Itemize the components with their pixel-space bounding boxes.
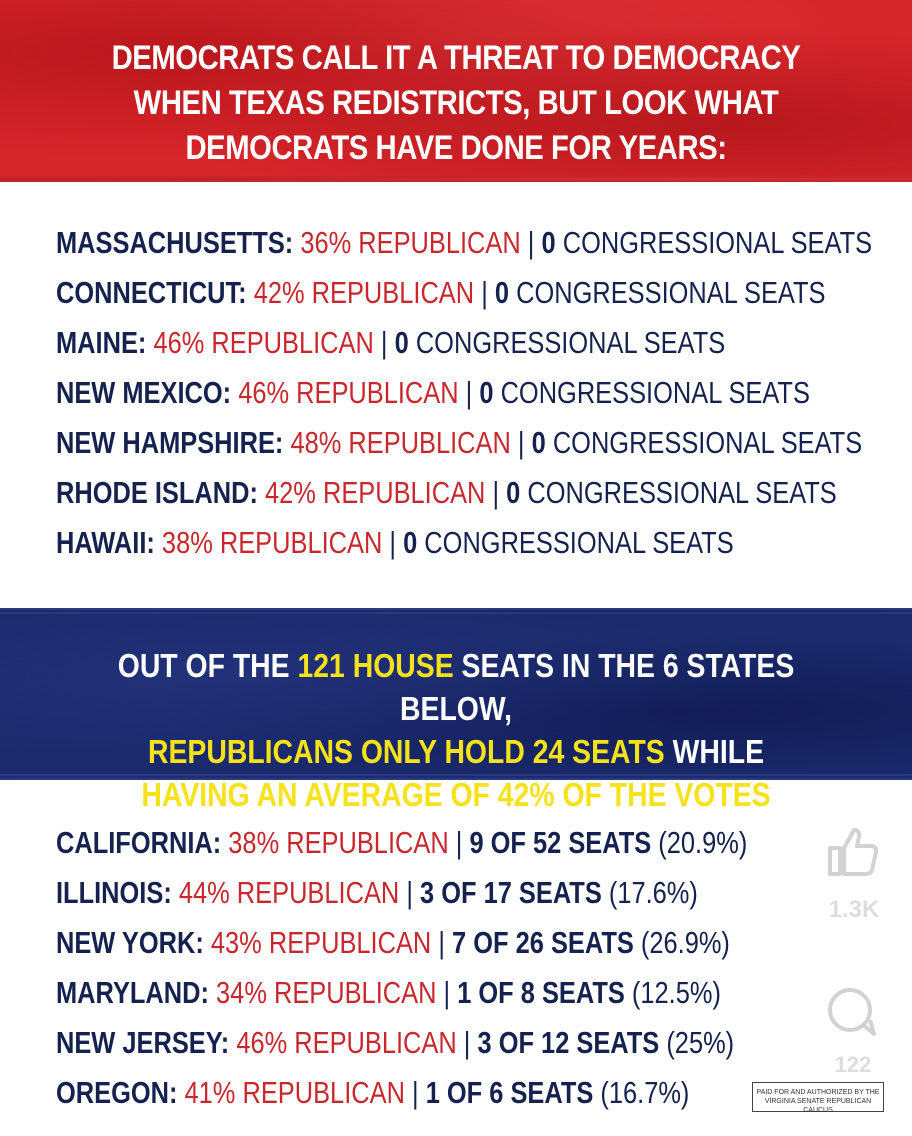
seat-share: (20.9%)	[658, 825, 748, 860]
seat-share: (25%)	[666, 1025, 735, 1060]
state-name: MARYLAND:	[56, 975, 209, 1010]
separator: |	[412, 1075, 419, 1110]
zero-seat-list	[56, 218, 912, 568]
state-name: NEW YORK:	[56, 925, 204, 960]
list-item	[56, 518, 872, 568]
list-item	[56, 468, 872, 518]
list-item	[56, 1018, 747, 1068]
list-item	[56, 368, 872, 418]
seat-share: (16.7%)	[600, 1075, 690, 1110]
separator: |	[389, 525, 397, 560]
list-item	[56, 918, 747, 968]
separator: |	[443, 975, 451, 1010]
state-name: NEW JERSEY:	[56, 1025, 230, 1060]
state-name: RHODE ISLAND:	[56, 475, 258, 510]
seat-label: CONGRESSIONAL SEATS	[424, 525, 734, 560]
seat-count: 0	[531, 425, 546, 460]
header-title	[0, 36, 912, 171]
state-name: CONNECTICUT:	[56, 275, 247, 310]
separator: |	[527, 225, 535, 260]
republican-pct: 44% REPUBLICAN	[178, 875, 400, 910]
republican-pct: 34% REPUBLICAN	[216, 975, 437, 1010]
middle-banner	[0, 608, 912, 813]
middle-banner-text	[0, 644, 912, 816]
separator: |	[455, 825, 463, 860]
republican-pct: 46% REPUBLICAN	[238, 375, 459, 410]
list-item	[56, 868, 747, 918]
header-banner	[0, 0, 912, 182]
republican-pct: 42% REPUBLICAN	[265, 475, 486, 510]
header-line-1: DEMOCRATS CALL IT A THREAT TO DEMOCRACY	[111, 39, 801, 77]
seat-list	[56, 818, 899, 1118]
state-name: ILLINOIS:	[56, 875, 172, 910]
middle-line-1-highlight: 121 HOUSE	[297, 647, 454, 684]
separator: |	[492, 475, 500, 510]
header-line-2: WHEN TEXAS REDISTRICTS, BUT LOOK WHAT	[133, 84, 779, 122]
seat-count: 0	[403, 525, 418, 560]
separator: |	[481, 275, 488, 310]
seat-count: 0	[506, 475, 521, 510]
state-name: NEW HAMPSHIRE:	[56, 425, 284, 460]
middle-line-1-a: OUT OF THE	[117, 647, 298, 684]
comment-count: 122	[834, 1052, 872, 1077]
seat-share: (17.6%)	[608, 875, 698, 910]
seat-label: CONGRESSIONAL SEATS	[552, 425, 863, 460]
list-item	[56, 818, 747, 868]
disclaimer-line-1: PAID FOR AND AUTHORIZED BY THE	[756, 1089, 880, 1096]
list-item	[56, 268, 872, 318]
middle-line-3: HAVING AN AVERAGE OF 42% OF THE VOTES	[141, 776, 771, 813]
like-count: 1.3K	[828, 896, 880, 923]
middle-line-1	[64, 644, 848, 730]
separator: |	[463, 1025, 471, 1060]
republican-pct: 48% REPUBLICAN	[290, 425, 511, 460]
state-name: OREGON:	[56, 1075, 178, 1110]
separator: |	[406, 875, 413, 910]
republican-pct: 41% REPUBLICAN	[184, 1075, 405, 1110]
separator: |	[380, 325, 388, 360]
seat-count: 9 OF 52 SEATS	[469, 825, 652, 860]
seat-count: 3 OF 12 SEATS	[477, 1025, 660, 1060]
seat-count: 0	[494, 275, 510, 310]
republican-pct: 38% REPUBLICAN	[161, 525, 383, 560]
republican-pct: 36% REPUBLICAN	[300, 225, 521, 260]
state-name: MAINE:	[56, 325, 147, 360]
seat-count: 3 OF 17 SEATS	[420, 875, 602, 910]
separator: |	[465, 375, 473, 410]
list-item	[56, 1068, 747, 1118]
header-line-3: DEMOCRATS HAVE DONE FOR YEARS:	[185, 129, 727, 167]
state-name: CALIFORNIA:	[56, 825, 222, 860]
middle-line-2	[64, 730, 848, 773]
state-name: HAWAII:	[56, 525, 155, 560]
seat-share: (26.9%)	[640, 925, 730, 960]
state-name: MASSACHUSETTS:	[56, 225, 294, 260]
seat-label: CONGRESSIONAL SEATS	[516, 275, 826, 310]
republican-pct: 43% REPUBLICAN	[210, 925, 432, 960]
republican-pct: 46% REPUBLICAN	[236, 1025, 457, 1060]
comment-bubble-icon[interactable]	[820, 982, 880, 1042]
state-name: NEW MEXICO:	[56, 375, 232, 410]
thumbs-up-icon[interactable]	[822, 822, 882, 882]
seat-count: 7 OF 26 SEATS	[452, 925, 634, 960]
seat-count: 0	[479, 375, 494, 410]
list-item	[56, 318, 872, 368]
paid-for-disclaimer	[752, 1082, 884, 1112]
seat-count: 1 OF 8 SEATS	[457, 975, 625, 1010]
seat-count: 0	[541, 225, 556, 260]
list-item	[56, 968, 747, 1018]
middle-line-2-b: WHILE	[664, 733, 765, 770]
middle-line-2-highlight: REPUBLICANS ONLY HOLD 24 SEATS	[147, 733, 665, 770]
list-item	[56, 418, 872, 468]
middle-line-1-c: SEATS IN THE 6 STATES BELOW,	[400, 647, 795, 727]
separator: |	[517, 425, 525, 460]
seat-share: (12.5%)	[631, 975, 721, 1010]
republican-pct: 38% REPUBLICAN	[228, 825, 449, 860]
republican-pct: 42% REPUBLICAN	[253, 275, 475, 310]
seat-label: CONGRESSIONAL SEATS	[562, 225, 873, 260]
list-item	[56, 218, 872, 268]
seat-count: 1 OF 6 SEATS	[425, 1075, 594, 1110]
seat-label: CONGRESSIONAL SEATS	[527, 475, 837, 510]
seat-count: 0	[394, 325, 409, 360]
separator: |	[438, 925, 445, 960]
seat-label: CONGRESSIONAL SEATS	[500, 375, 810, 410]
republican-pct: 46% REPUBLICAN	[153, 325, 374, 360]
disclaimer-line-2: VIRGINIA SENATE REPUBLICAN CAUCUS	[764, 1098, 872, 1114]
seat-label: CONGRESSIONAL SEATS	[415, 325, 726, 360]
